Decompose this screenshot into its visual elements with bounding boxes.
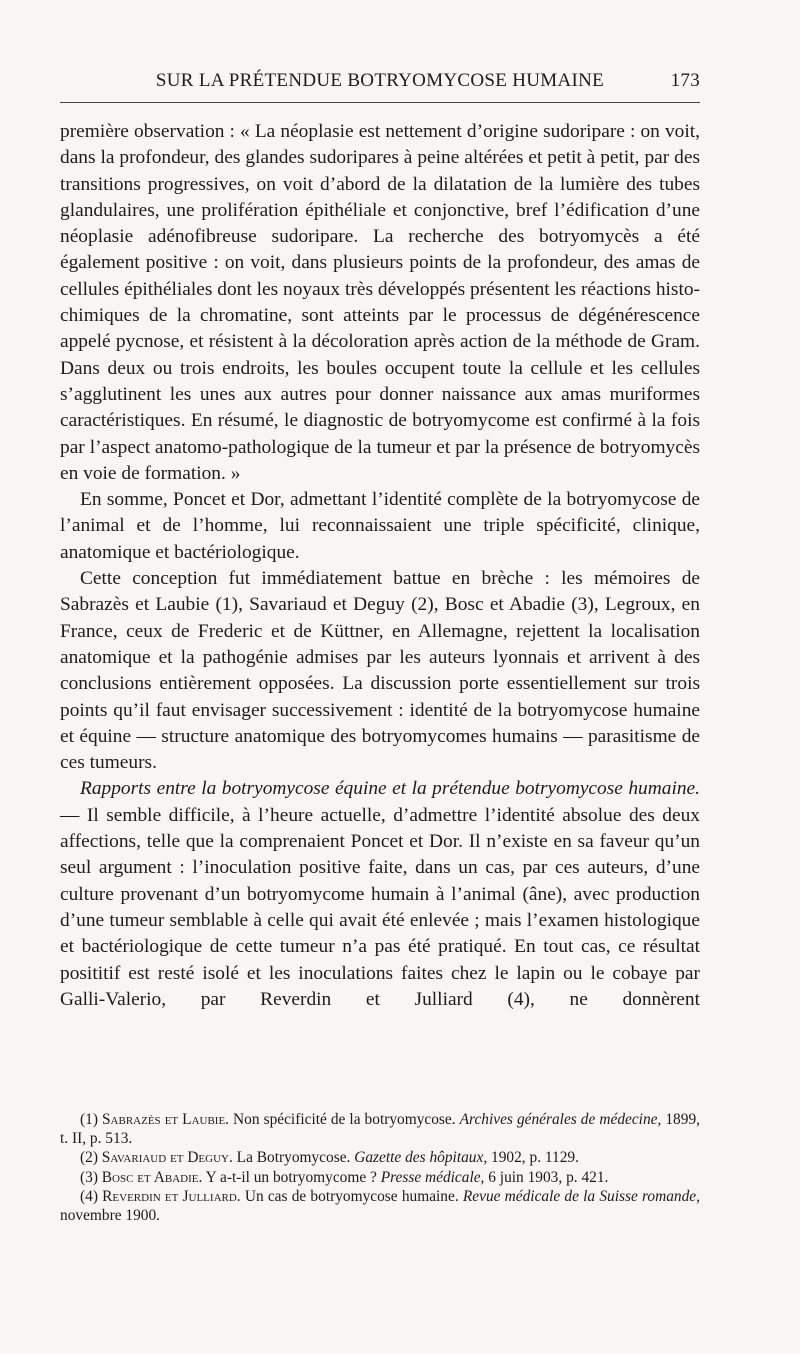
- footnotes: [60, 1110, 700, 1225]
- paragraph-4-text: — Il semble difficile, à l’heure actuelle, d’admettre l’identité absolue des deux affections, telle que la comprenaient Poncet et Dor. Il n’existe en sa faveur qu’un seul argument : l’inoculation positive faite, dans un cas, par ces auteurs, d’une culture provenant d’un botryomycome humain à l’animal (âne), avec production d’une tumeur semblable à celle qui avait été enlevée ; mais l’examen histologique et bactériologique de cette tumeur n’a pas été pratiqué. En tout cas, ce résultat posititif est resté isolé et les inoculations faites chez le lapin ou le cobaye par Galli-Valerio, par Reverdin et Julliard (4), ne donnèrent: [60, 804, 700, 1010]
- footnote-tail: 1902, p. 1129.: [487, 1149, 579, 1167]
- footnote-tail: 1899, t. II, p. 513.: [60, 1111, 700, 1148]
- footnote-tail: 6 juin 1903, p. 421.: [484, 1168, 609, 1186]
- paragraph-4: [60, 776, 700, 1013]
- footnote-mark: (4): [80, 1187, 103, 1205]
- footnote-journal: Archives générales de médecine,: [459, 1111, 662, 1128]
- running-title: SUR LA PRÉTENDUE BOTRYOMYCOSE HUMAINE: [155, 70, 605, 91]
- page-number: 173: [670, 70, 700, 91]
- footnote-text: . Un cas de botryomycose humaine.: [236, 1187, 463, 1205]
- footnote-journal: Presse médicale,: [380, 1168, 485, 1186]
- body-text: [60, 119, 700, 1013]
- footnote-authors: Reverdin et Julliard: [102, 1187, 237, 1205]
- footnote-authors: Bosc et Abadie: [101, 1168, 199, 1186]
- footnote-tail: novembre 1900.: [60, 1207, 161, 1225]
- footnote-mark: (2): [80, 1149, 102, 1167]
- footnote-text: . La Botryomycose.: [228, 1149, 355, 1167]
- footnote-mark: (3): [80, 1168, 102, 1186]
- footnote: [60, 1187, 700, 1225]
- page-header: [60, 70, 700, 98]
- footnote-journal: Revue médicale de la Suisse romande,: [462, 1187, 700, 1205]
- footnote-mark: (1): [80, 1111, 102, 1128]
- footnote-text: . Non spécificité de la botryomycose.: [225, 1111, 460, 1128]
- section-heading: Rapports entre la botryomycose équine et la prétendue botryomycose humaine.: [80, 778, 700, 800]
- footnote-authors: Sabrazès et Laubie: [101, 1111, 226, 1128]
- paragraph-3: Cette conception fut immédiatement battue en brèche : les mémoires de Sabrazès et Laubie (1), Savariaud et Deguy (2), Bosc et Abadie (3), Legroux, en France, ceux de Frederic et de Küttner, en Allemagne, rejettent la localisation anatomique et la pathogénie admises par les auteurs lyonnais et arrivent à des conclusions entièrement opposées. La discussion porte essentiellement sur trois points qu’il faut envisager successivement : identité de la botryomycose humaine et équine — structure anatomique des botryomycomes humains — parasitisme de ces tumeurs.: [60, 568, 700, 774]
- footnote-text: . Y a-t-il un botryomycome ?: [198, 1168, 381, 1186]
- paragraph-2: En somme, Poncet et Dor, admettant l’identité complète de la botryomycose de l’animal et de l’homme, lui reconnaissaient une triple spécificité, clinique, anatomique et bactériologique.: [60, 489, 700, 563]
- header-rule: [60, 102, 700, 103]
- footnote: [60, 1168, 700, 1187]
- footnote: [60, 1148, 700, 1167]
- footnote-authors: Savariaud et Deguy: [101, 1149, 229, 1167]
- footnote: [60, 1110, 700, 1148]
- paragraph-1: première observation : « La néoplasie est nettement d’origine sudoripare : on voit, dans la profondeur, des glandes sudoripares à peine altérées et petit à petit, par des transitions progressives, on voit d’abord de la dilatation de la lumière des tubes glandulaires, une prolifération épithéliale et conjonctive, bref l’édification d’une néoplasie adénofibreuse sudoripare. La recherche des botryomycès a été également positive : on voit, dans plusieurs points de la profondeur, des amas de cellules épithéliales dont les noyaux très développés présentent les réactions histo-chimiques de la chromatine, sont atteints par le processus de dégénérescence appelé pycnose, et résistent à la décoloration après action de la méthode de Gram. Dans deux ou trois endroits, les boules occupent toute la cellule et les cellules s’agglutinent les unes aux autres pour donner naissance aux amas muriformes caractéristiques. En résumé, le diagnostic de botryomycome est confirmé à la fois par l’aspect anatomo-pathologique de la tumeur et par la présence de botryomycès en voie de formation. »: [60, 121, 700, 484]
- footnote-journal: Gazette des hôpitaux,: [354, 1149, 488, 1167]
